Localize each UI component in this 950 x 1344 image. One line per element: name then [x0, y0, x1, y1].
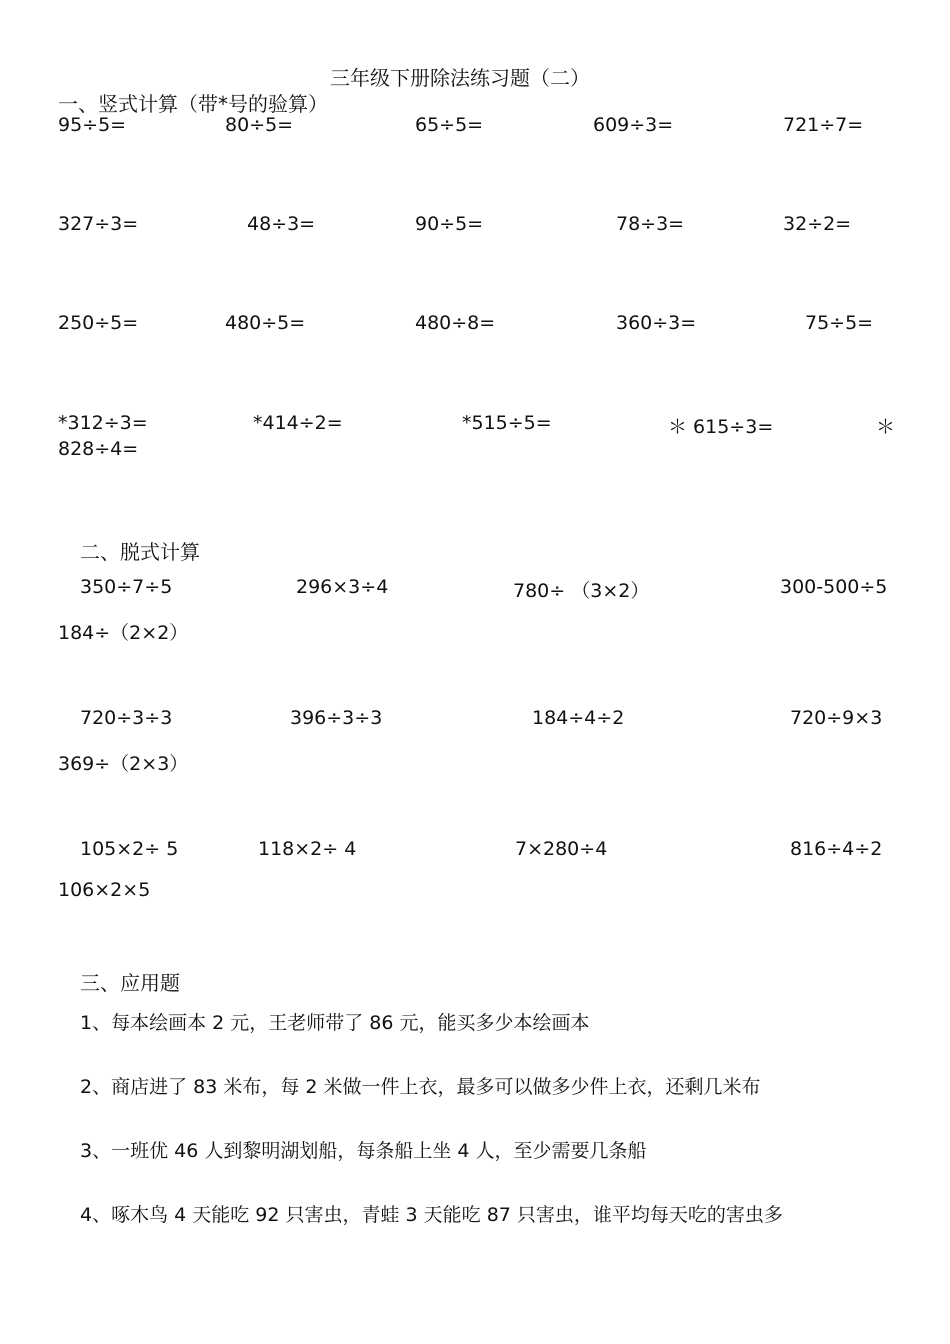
problem-cell-wrap: 184÷（2×2）: [58, 622, 189, 644]
word-problem: 1、每本绘画本 2 元，王老师带了 86 元，能买多少本绘画本: [80, 1012, 590, 1034]
problem-cell: 105×2÷ 5: [80, 838, 179, 860]
problem-cell-wrap: 828÷4=: [58, 438, 139, 460]
problem-cell: 480÷8=: [415, 312, 496, 334]
word-problem: 4、啄木鸟 4 天能吃 92 只害虫，青蛙 3 天能吃 87 只害虫，谁平均每天吃的害虫多: [80, 1204, 783, 1226]
page-title: 三年级下册除法练习题（二）: [330, 66, 590, 90]
problem-cell: ＊ 615÷3=: [668, 416, 774, 438]
word-problem: 3、一班优 46 人到黎明湖划船，每条船上坐 4 人，至少需要几条船: [80, 1140, 647, 1162]
problem-cell: 300-500÷5: [780, 576, 888, 598]
problem-cell: ＊: [876, 416, 896, 438]
problem-cell: 396÷3÷3: [290, 707, 383, 729]
problem-cell-wrap: 106×2×5: [58, 879, 151, 901]
problem-cell: 296×3÷4: [296, 576, 389, 598]
problem-cell: 184÷4÷2: [532, 707, 625, 729]
problem-cell: 75÷5=: [805, 312, 874, 334]
problem-cell: 250÷5=: [58, 312, 139, 334]
problem-cell: 48÷3=: [247, 213, 316, 235]
problem-cell: 7×280÷4: [515, 838, 608, 860]
problem-cell: 32÷2=: [783, 213, 852, 235]
section-2-heading: 二、脱式计算: [80, 540, 200, 564]
problem-cell: *414÷2=: [253, 412, 343, 434]
problem-cell: 480÷5=: [225, 312, 306, 334]
section-3-heading: 三、应用题: [80, 971, 180, 995]
problem-cell: 80÷5=: [225, 114, 294, 136]
problem-cell: 118×2÷ 4: [258, 838, 357, 860]
problem-cell: 90÷5=: [415, 213, 484, 235]
problem-cell: *312÷3=: [58, 412, 148, 434]
problem-cell: 721÷7=: [783, 114, 864, 136]
problem-cell: 360÷3=: [616, 312, 697, 334]
problem-cell: 816÷4÷2: [790, 838, 883, 860]
section-1-heading: 一、竖式计算（带*号的验算）: [58, 92, 328, 116]
problem-cell: 720÷9×3: [790, 707, 883, 729]
problem-cell: 720÷3÷3: [80, 707, 173, 729]
problem-cell-wrap: 369÷（2×3）: [58, 753, 189, 775]
problem-cell: 327÷3=: [58, 213, 139, 235]
problem-cell: 95÷5=: [58, 114, 127, 136]
problem-cell: 65÷5=: [415, 114, 484, 136]
problem-cell: 350÷7÷5: [80, 576, 173, 598]
word-problem: 2、商店进了 83 米布，每 2 米做一件上衣，最多可以做多少件上衣，还剩几米布: [80, 1076, 761, 1098]
problem-cell: 609÷3=: [593, 114, 674, 136]
problem-cell: 780÷ （3×2）: [513, 580, 650, 602]
problem-cell: *515÷5=: [462, 412, 552, 434]
problem-cell: 78÷3=: [616, 213, 685, 235]
